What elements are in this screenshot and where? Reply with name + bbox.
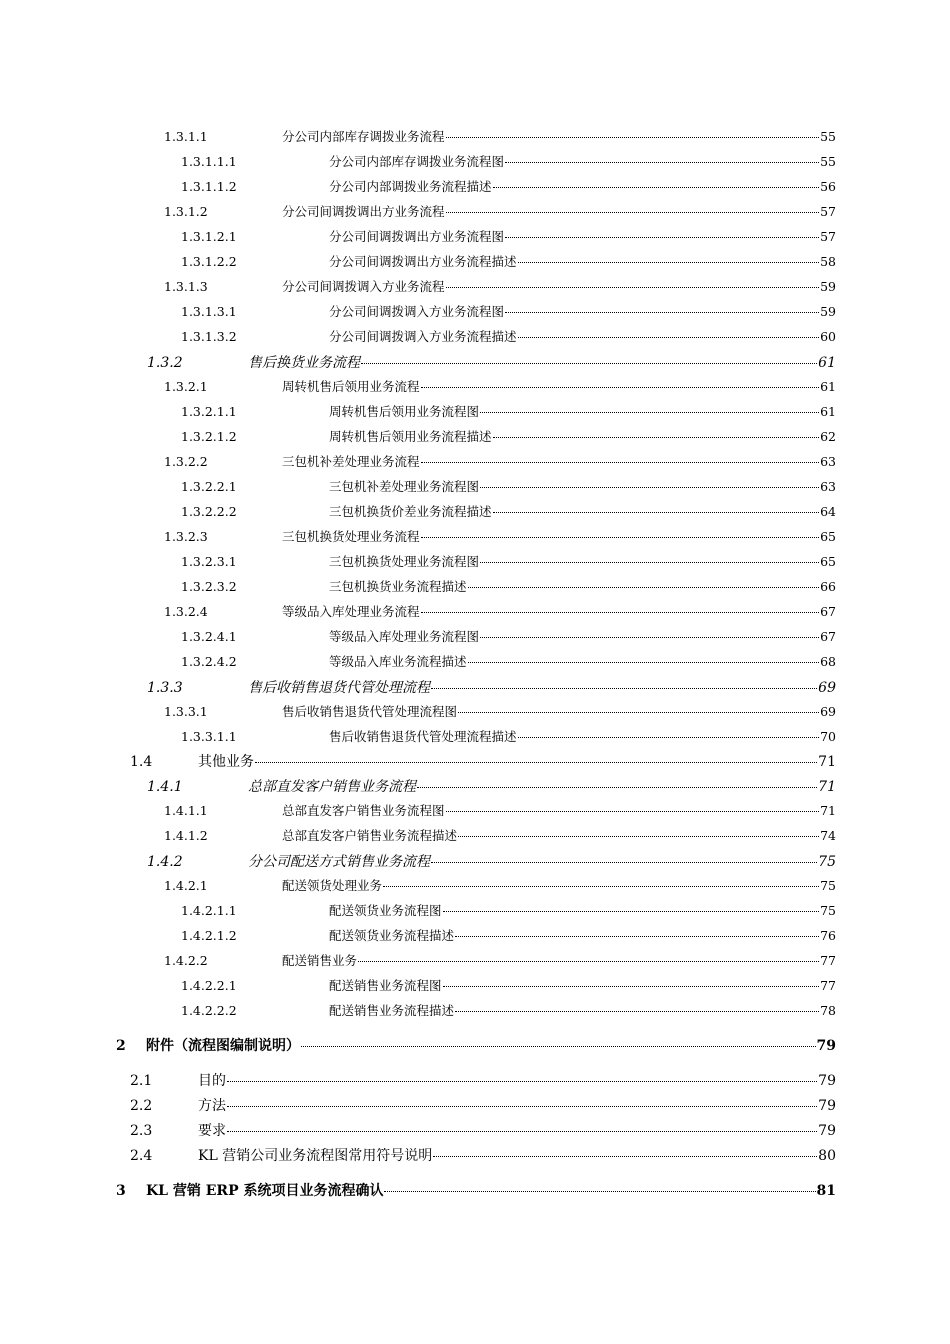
toc-entry-number: 1.3.2.1.1	[181, 404, 237, 419]
toc-entry-number: 1.4.2.1.1	[181, 903, 237, 918]
toc-entry-page: 79	[818, 1098, 836, 1114]
toc-entry-page: 62	[820, 429, 836, 444]
toc-entry-number: 1.3.2.3.1	[181, 554, 237, 569]
toc-entry-title: 配送领货业务流程图	[329, 903, 442, 918]
toc-entry-title: 周转机售后领用业务流程描述	[329, 429, 492, 444]
toc-entry[interactable]	[164, 377, 836, 395]
toc-entry-title: 分公司内部库存调拨业务流程图	[329, 154, 505, 169]
toc-entry-number: 1.3.1.2.2	[181, 254, 237, 269]
toc-entry-page: 65	[820, 554, 836, 569]
toc-entry-number: 1.3.2.2.1	[181, 479, 237, 494]
toc-entry-page: 55	[820, 154, 836, 169]
toc-entry[interactable]	[181, 552, 836, 570]
toc-entry[interactable]	[181, 477, 836, 495]
toc-entry-page: 59	[820, 279, 836, 294]
toc-entry-title: 分公司间调拨调入方业务流程图	[329, 304, 505, 319]
toc-entry-page: 67	[820, 604, 836, 619]
toc-entry-page: 63	[820, 454, 836, 469]
toc-entry-title: 分公司配送方式销售业务流程	[248, 854, 430, 870]
toc-entry-title: 等级品入库业务流程描述	[329, 654, 467, 669]
toc-entry-title: 售后收销售退货代管处理流程描述	[329, 729, 517, 744]
toc-entry-number: 1.3.2.4	[164, 604, 208, 619]
toc-dot-leader	[446, 212, 820, 213]
toc-entry-page: 74	[820, 828, 836, 843]
toc-entry-number: 1.3.1.2	[164, 204, 208, 219]
toc-entry-number: 1.4.1.1	[164, 803, 208, 818]
toc-dot-leader	[493, 187, 820, 188]
toc-entry-number: 1.4.2.2.2	[181, 1003, 237, 1018]
toc-entry-title: 配送销售业务流程图	[329, 978, 442, 993]
toc-entry[interactable]	[181, 227, 836, 245]
toc-entry-title: 三包机换货价差业务流程描述	[329, 504, 492, 519]
toc-entry[interactable]	[181, 627, 836, 645]
toc-entry-page: 67	[820, 629, 836, 644]
toc-dot-leader	[493, 512, 820, 513]
toc-entry-title: 其他业务	[198, 754, 254, 770]
toc-entry-number: 1.3.3.1.1	[181, 729, 237, 744]
toc-entry[interactable]	[164, 452, 836, 470]
toc-entry[interactable]	[147, 851, 836, 871]
toc-dot-leader	[433, 1156, 817, 1157]
toc-entry-number: 1.4.2.2	[164, 953, 208, 968]
toc-dot-leader	[493, 437, 820, 438]
toc-dot-leader	[421, 612, 820, 613]
toc-entry-page: 71	[820, 803, 836, 818]
toc-entry[interactable]	[130, 1145, 836, 1165]
toc-dot-leader	[446, 287, 820, 288]
toc-entry-page: 77	[820, 953, 836, 968]
toc-entry[interactable]	[181, 302, 836, 320]
toc-entry-number: 1.4.1.2	[164, 828, 208, 843]
toc-dot-leader	[446, 137, 820, 138]
toc-entry[interactable]	[164, 876, 836, 894]
toc-entry[interactable]	[130, 1120, 836, 1140]
toc-entry-page: 57	[820, 229, 836, 244]
toc-entry-page: 56	[820, 179, 836, 194]
toc-entry-number: 1.3.2.3.2	[181, 579, 237, 594]
toc-dot-leader	[443, 911, 820, 912]
toc-dot-leader	[468, 587, 820, 588]
toc-dot-leader	[421, 462, 820, 463]
toc-entry-number: 1.3.2.3	[164, 529, 208, 544]
toc-dot-leader	[384, 1191, 815, 1192]
toc-entry[interactable]	[164, 951, 836, 969]
toc-entry-title: 售后收销售退货代管处理流程图	[282, 704, 458, 719]
toc-dot-leader	[446, 811, 820, 812]
toc-entry-title: 周转机售后领用业务流程图	[329, 404, 480, 419]
toc-entry-number: 1.4.2.1	[164, 878, 208, 893]
toc-entry-number: 1.4.2.2.1	[181, 978, 237, 993]
toc-dot-leader	[301, 1046, 816, 1047]
toc-entry-page: 68	[820, 654, 836, 669]
toc-entry[interactable]	[181, 502, 836, 520]
toc-entry[interactable]	[164, 801, 836, 819]
toc-entry-number: 1.3.2.1	[164, 379, 208, 394]
toc-entry-number: 1.3.2.2	[164, 454, 208, 469]
toc-entry-title: 目的	[198, 1073, 226, 1089]
toc-entry-title: 分公司间调拨调出方业务流程	[282, 204, 445, 219]
toc-entry-title: 配送领货业务流程描述	[329, 928, 455, 943]
toc-entry-title: 等级品入库处理业务流程	[282, 604, 420, 619]
toc-entry-page: 75	[818, 854, 836, 870]
toc-entry-page: 69	[818, 680, 836, 696]
toc-dot-leader	[361, 363, 817, 364]
toc-entry[interactable]	[181, 152, 836, 170]
toc-entry-page: 60	[820, 329, 836, 344]
toc-entry-page: 66	[820, 579, 836, 594]
toc-dot-leader	[468, 662, 820, 663]
toc-dot-leader	[443, 986, 820, 987]
toc-entry-title: 分公司间调拨调入方业务流程	[282, 279, 445, 294]
toc-entry[interactable]	[130, 1070, 836, 1090]
toc-entry[interactable]	[116, 1180, 836, 1200]
toc-entry-number: 2.1	[130, 1073, 153, 1089]
toc-entry-number: 2.4	[130, 1148, 153, 1164]
toc-entry[interactable]	[130, 1095, 836, 1115]
toc-dot-leader	[518, 262, 820, 263]
toc-entry-number: 1.3.1.1.1	[181, 154, 237, 169]
toc-entry-number: 1.3.3	[147, 680, 183, 696]
toc-entry-number: 1.3.3.1	[164, 704, 208, 719]
toc-dot-leader	[505, 162, 819, 163]
toc-entry[interactable]	[181, 1001, 836, 1019]
toc-entry-title: 分公司间调拨调出方业务流程图	[329, 229, 505, 244]
toc-entry-page: 80	[818, 1148, 836, 1164]
toc-entry-page: 70	[820, 729, 836, 744]
toc-entry-number: 1.3.2.4.2	[181, 654, 237, 669]
toc-entry-number: 1.4.2	[147, 854, 183, 870]
toc-entry-title: 三包机补差处理业务流程	[282, 454, 420, 469]
toc-entry-number: 1.3.2	[147, 355, 183, 371]
toc-dot-leader	[480, 562, 819, 563]
toc-entry-page: 59	[820, 304, 836, 319]
toc-entry-number: 1.3.2.4.1	[181, 629, 237, 644]
toc-entry-title: 要求	[198, 1123, 226, 1139]
toc-entry-number: 3	[116, 1183, 126, 1199]
toc-entry[interactable]	[181, 727, 836, 745]
toc-entry-page: 75	[820, 903, 836, 918]
toc-entry[interactable]	[181, 976, 836, 994]
toc-entry[interactable]	[116, 1035, 836, 1055]
toc-entry-number: 1.3.2.1.2	[181, 429, 237, 444]
toc-entry[interactable]	[181, 327, 836, 345]
toc-entry[interactable]	[181, 652, 836, 670]
toc-entry-page: 64	[820, 504, 836, 519]
toc-entry-number: 2.2	[130, 1098, 153, 1114]
toc-entry-title: 三包机换货业务流程描述	[329, 579, 467, 594]
toc-entry-number: 1.3.1.3.2	[181, 329, 237, 344]
toc-entry[interactable]	[181, 926, 836, 944]
toc-dot-leader	[417, 787, 817, 788]
toc-dot-leader	[455, 936, 819, 937]
toc-entry-title: 三包机换货处理业务流程图	[329, 554, 480, 569]
toc-dot-leader	[421, 387, 820, 388]
toc-dot-leader	[480, 487, 819, 488]
toc-entry-number: 1.4.2.1.2	[181, 928, 237, 943]
toc-dot-leader	[227, 1131, 817, 1132]
toc-entry-title: 分公司内部调拨业务流程描述	[329, 179, 492, 194]
toc-entry-page: 79	[818, 1073, 836, 1089]
toc-dot-leader	[518, 337, 820, 338]
toc-dot-leader	[480, 412, 819, 413]
toc-entry[interactable]	[164, 602, 836, 620]
toc-entry-page: 79	[816, 1038, 836, 1054]
toc-entry-title: 配送销售业务	[282, 953, 358, 968]
toc-entry-title: 配送销售业务流程描述	[329, 1003, 455, 1018]
toc-entry-page: 61	[820, 379, 836, 394]
toc-dot-leader	[505, 237, 819, 238]
toc-entry[interactable]	[164, 527, 836, 545]
toc-dot-leader	[458, 836, 819, 837]
toc-entry-number: 2	[116, 1038, 126, 1054]
toc-dot-leader	[227, 1106, 817, 1107]
toc-entry-title: 分公司间调拨调出方业务流程描述	[329, 254, 517, 269]
toc-entry-title: 三包机换货处理业务流程	[282, 529, 420, 544]
toc-entry-title: 配送领货处理业务	[282, 878, 383, 893]
toc-entry[interactable]	[147, 352, 836, 372]
toc-dot-leader	[421, 537, 820, 538]
toc-entry-number: 1.3.1.3.1	[181, 304, 237, 319]
toc-entry-page: 69	[820, 704, 836, 719]
toc-entry-number: 1.3.1.3	[164, 279, 208, 294]
toc-entry-title: KL 营销公司业务流程图常用符号说明	[198, 1148, 433, 1164]
toc-entry-number: 1.3.2.2.2	[181, 504, 237, 519]
toc-entry-title: KL 营销 ERP 系统项目业务流程确认	[146, 1183, 384, 1199]
toc-entry-title: 附件（流程图编制说明）	[146, 1038, 300, 1054]
toc-entry-number: 1.4.1	[147, 779, 183, 795]
toc-entry-number: 1.4	[130, 754, 153, 770]
toc-dot-leader	[455, 1011, 819, 1012]
toc-entry[interactable]	[181, 402, 836, 420]
toc-entry[interactable]	[164, 702, 836, 720]
toc-entry[interactable]	[181, 427, 836, 445]
toc-entry-page: 71	[818, 779, 836, 795]
toc-dot-leader	[518, 737, 820, 738]
toc-entry-page: 65	[820, 529, 836, 544]
toc-entry-number: 1.3.1.2.1	[181, 229, 237, 244]
toc-entry-page: 55	[820, 129, 836, 144]
toc-entry[interactable]	[164, 826, 836, 844]
toc-entry-title: 售后换货业务流程	[248, 355, 360, 371]
toc-entry-title: 分公司间调拨调入方业务流程描述	[329, 329, 517, 344]
toc-entry-page: 75	[820, 878, 836, 893]
toc-entry[interactable]	[181, 177, 836, 195]
toc-dot-leader	[227, 1081, 817, 1082]
toc-entry-title: 总部直发客户销售业务流程描述	[282, 828, 458, 843]
toc-entry[interactable]	[181, 577, 836, 595]
toc-entry-title: 周转机售后领用业务流程	[282, 379, 420, 394]
toc-dot-leader	[431, 862, 817, 863]
toc-entry-number: 1.3.1.1	[164, 129, 208, 144]
toc-entry[interactable]	[181, 901, 836, 919]
toc-entry-page: 78	[820, 1003, 836, 1018]
toc-entry-page: 81	[816, 1183, 836, 1199]
toc-entry[interactable]	[164, 277, 836, 295]
toc-dot-leader	[383, 886, 819, 887]
toc-entry-page: 58	[820, 254, 836, 269]
toc-entry-page: 61	[818, 355, 836, 371]
toc-dot-leader	[505, 312, 819, 313]
toc-entry-title: 方法	[198, 1098, 226, 1114]
toc-entry-title: 售后收销售退货代管处理流程	[248, 680, 430, 696]
toc-entry-title: 总部直发客户销售业务流程图	[282, 803, 445, 818]
toc-dot-leader	[458, 712, 819, 713]
toc-entry[interactable]	[164, 127, 836, 145]
toc-entry[interactable]	[181, 252, 836, 270]
toc-entry-number: 2.3	[130, 1123, 153, 1139]
toc-entry[interactable]	[130, 751, 836, 771]
toc-entry-title: 总部直发客户销售业务流程	[248, 779, 416, 795]
toc-dot-leader	[358, 961, 819, 962]
toc-entry[interactable]	[164, 202, 836, 220]
toc-dot-leader	[480, 637, 819, 638]
toc-dot-leader	[255, 762, 817, 763]
toc-entry[interactable]	[147, 677, 836, 697]
toc-entry-page: 71	[818, 754, 836, 770]
toc-dot-leader	[431, 688, 817, 689]
toc-entry-title: 等级品入库处理业务流程图	[329, 629, 480, 644]
toc-entry-page: 76	[820, 928, 836, 943]
toc-entry-page: 61	[820, 404, 836, 419]
toc-entry[interactable]	[147, 776, 836, 796]
toc-entry-title: 分公司内部库存调拨业务流程	[282, 129, 445, 144]
toc-entry-page: 63	[820, 479, 836, 494]
toc-entry-title: 三包机补差处理业务流程图	[329, 479, 480, 494]
toc-entry-number: 1.3.1.1.2	[181, 179, 237, 194]
toc-entry-page: 77	[820, 978, 836, 993]
toc-entry-page: 79	[818, 1123, 836, 1139]
toc-entry-page: 57	[820, 204, 836, 219]
